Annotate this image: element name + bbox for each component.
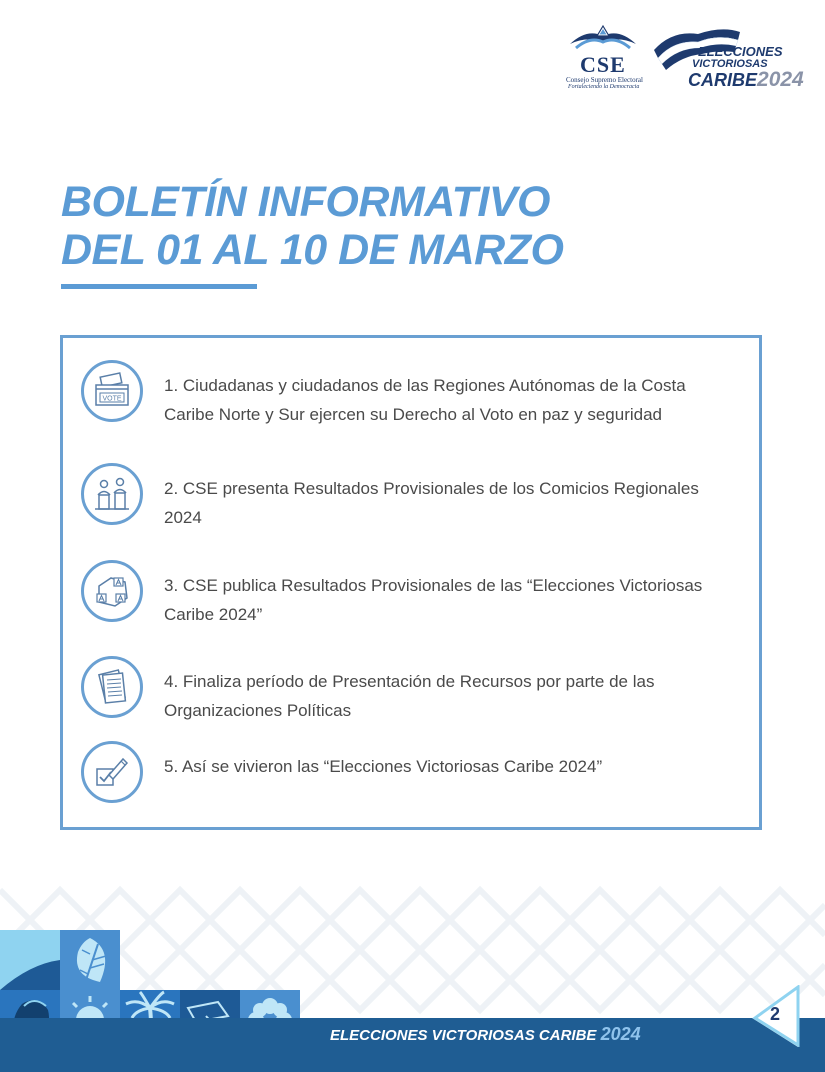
ev-logo-line1: ELECCIONES	[698, 44, 783, 59]
list-item-text: 2. CSE presenta Resultados Provisionales de los Comicios Regionales 2024	[164, 479, 699, 527]
page-title	[61, 178, 661, 274]
list-item[interactable]	[81, 560, 741, 630]
footer-year: 2024	[600, 1024, 641, 1044]
title-underline	[61, 284, 257, 289]
ev-logo-line3	[688, 68, 804, 92]
contents-box	[60, 335, 762, 830]
pen-checkbox-icon	[81, 741, 143, 803]
document-stack-icon	[81, 656, 143, 718]
ev-logo-line2: VICTORIOSAS	[692, 58, 768, 70]
ev-logo-year: 2024	[757, 68, 804, 91]
page-number: 2	[770, 1004, 781, 1024]
vote-label: VOTE	[102, 395, 122, 403]
cse-logo	[562, 22, 644, 94]
page-number-tab	[752, 985, 825, 1047]
list-item-text: 5. Así se vivieron las “Elecciones Victoriosas Caribe 2024”	[164, 757, 603, 776]
list-item-text: 1. Ciudadanas y ciudadanos de las Regiones Autónomas de la Costa Caribe Norte y Sur ejercen su Derecho al Voto en paz y seguridad	[164, 376, 686, 424]
footer-title	[330, 1024, 641, 1045]
list-item[interactable]	[81, 360, 741, 430]
list-item[interactable]	[81, 656, 741, 726]
list-item[interactable]	[81, 463, 741, 533]
footer-title-text: ELECCIONES VICTORIOSAS CARIBE	[330, 1027, 597, 1044]
cse-logo-motto: Fortaleciendo la Democracia	[568, 84, 640, 90]
cse-logo-abbr: CSE	[580, 52, 626, 77]
elecciones-victoriosas-logo	[652, 24, 802, 94]
list-item-text: 4. Finaliza período de Presentación de Recursos por parte de las Organizaciones Políticas	[164, 672, 655, 720]
cse-logo-name: Consejo Supremo Electoral	[566, 76, 643, 84]
ballot-box-icon	[81, 360, 143, 422]
title-line-1: BOLETÍN INFORMATIVO	[61, 178, 550, 226]
podium-speakers-icon	[81, 463, 143, 525]
list-item[interactable]	[81, 741, 741, 811]
results-map-icon	[81, 560, 143, 622]
ev-logo-caribe: CARIBE	[688, 70, 758, 90]
title-line-2: DEL 01 AL 10 DE MARZO	[61, 226, 564, 274]
list-item-text: 3. CSE publica Resultados Provisionales de las “Elecciones Victoriosas Caribe 2024”	[164, 576, 703, 624]
